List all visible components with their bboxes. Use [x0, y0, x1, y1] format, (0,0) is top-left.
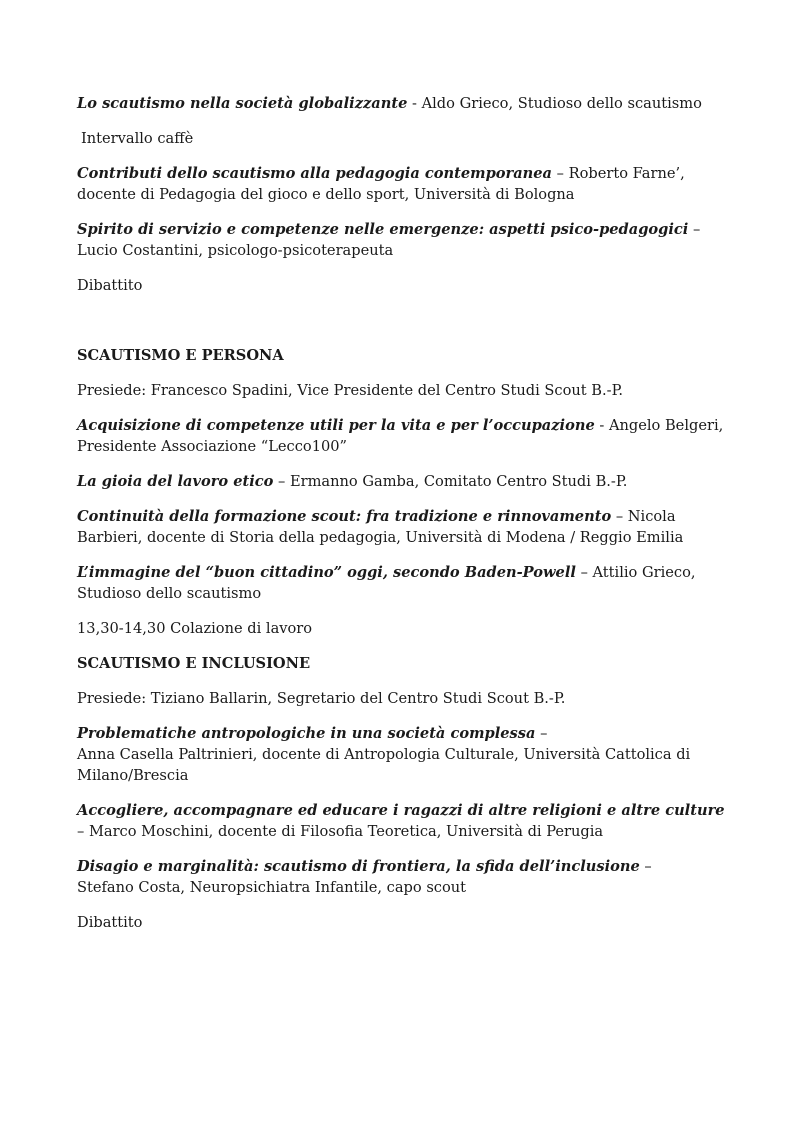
talk-speaker: Aldo Grieco, Studioso dello scautismo: [421, 95, 702, 112]
separator: –: [688, 221, 701, 238]
lunch-break: 13,30-14,30 Colazione di lavoro: [77, 620, 313, 637]
talk-entry: [77, 856, 727, 898]
separator: –: [611, 508, 628, 525]
separator: –: [77, 823, 89, 840]
talk-title: L’immagine del “buon cittadino” oggi, secondo Baden-Powell: [77, 564, 576, 581]
coffee-break: Intervallo caffè: [81, 130, 194, 147]
talk-entry: [77, 93, 727, 114]
separator: -: [407, 95, 422, 112]
talk-speaker: Lucio Costantini, psicologo-psicoterapeuta: [77, 242, 394, 259]
talk-entry: [77, 163, 727, 205]
talk-title: Problematiche antropologiche in una società complessa: [77, 725, 536, 742]
talk-speaker: Anna Casella Paltrinieri, docente di Antropologia Culturale, Università Cattolica di Milano/Brescia: [77, 746, 691, 784]
session-chair: Presiede: Francesco Spadini, Vice Presidente del Centro Studi Scout B.-P.: [77, 382, 624, 399]
debate: Dibattito: [77, 277, 143, 294]
separator: –: [575, 564, 593, 581]
talk-speaker: Nicola Barbieri, docente di Storia della pedagogia, Università di Modena / Reggio Emilia: [77, 508, 684, 546]
talk-title: Spirito di servizio e competenze nelle emergenze: aspetti psico-pedagogici: [77, 221, 689, 238]
talk-title: La gioia del lavoro etico: [77, 473, 274, 490]
session-chair: Presiede: Tiziano Ballarin, Segretario del Centro Studi Scout B.-P.: [77, 690, 566, 707]
talk-speaker: Marco Moschini, docente di Filosofia Teoretica, Università di Perugia: [88, 823, 604, 840]
document-page: [77, 93, 727, 947]
talk-entry: [77, 471, 727, 492]
talk-title: Continuità della formazione scout: fra tradizione e rinnovamento: [77, 508, 612, 525]
debate: Dibattito: [77, 914, 143, 931]
talk-entry: [77, 562, 727, 604]
talk-speaker: Angelo Belgeri, Presidente Associazione “Lecco100”: [77, 417, 724, 455]
separator: -: [594, 417, 609, 434]
separator: –: [552, 165, 569, 182]
talk-title: Disagio e marginalità: scautismo di frontiera, la sfida dell’inclusione: [77, 858, 640, 875]
separator: –: [273, 473, 290, 490]
talk-title: Contributi dello scautismo alla pedagogia contemporanea: [77, 165, 553, 182]
talk-entry: [77, 723, 727, 786]
separator: –: [639, 858, 652, 875]
talk-title: Lo scautismo nella società globalizzante: [77, 95, 408, 112]
talk-speaker: Roberto Farne’, docente di Pedagogia del gioco e dello sport, Università di Bologna: [77, 165, 685, 203]
section-heading: SCAUTISMO E PERSONA: [77, 347, 284, 364]
talk-speaker: Ermanno Gamba, Comitato Centro Studi B.-P.: [289, 473, 628, 490]
spacer: [77, 310, 727, 345]
talk-speaker: Stefano Costa, Neuropsichiatra Infantile, capo scout: [77, 879, 467, 896]
separator: –: [535, 725, 548, 742]
talk-title: Acquisizione di competenze utili per la vita e per l’occupazione: [77, 417, 595, 434]
talk-entry: [77, 506, 727, 548]
talk-speaker: Attilio Grieco, Studioso dello scautismo: [77, 564, 696, 602]
talk-entry: [77, 219, 727, 261]
talk-entry: [77, 415, 727, 457]
section-heading: SCAUTISMO E INCLUSIONE: [77, 655, 311, 672]
talk-entry: [77, 800, 727, 842]
talk-title: Accogliere, accompagnare ed educare i ragazzi di altre religioni e altre culture: [77, 802, 725, 819]
